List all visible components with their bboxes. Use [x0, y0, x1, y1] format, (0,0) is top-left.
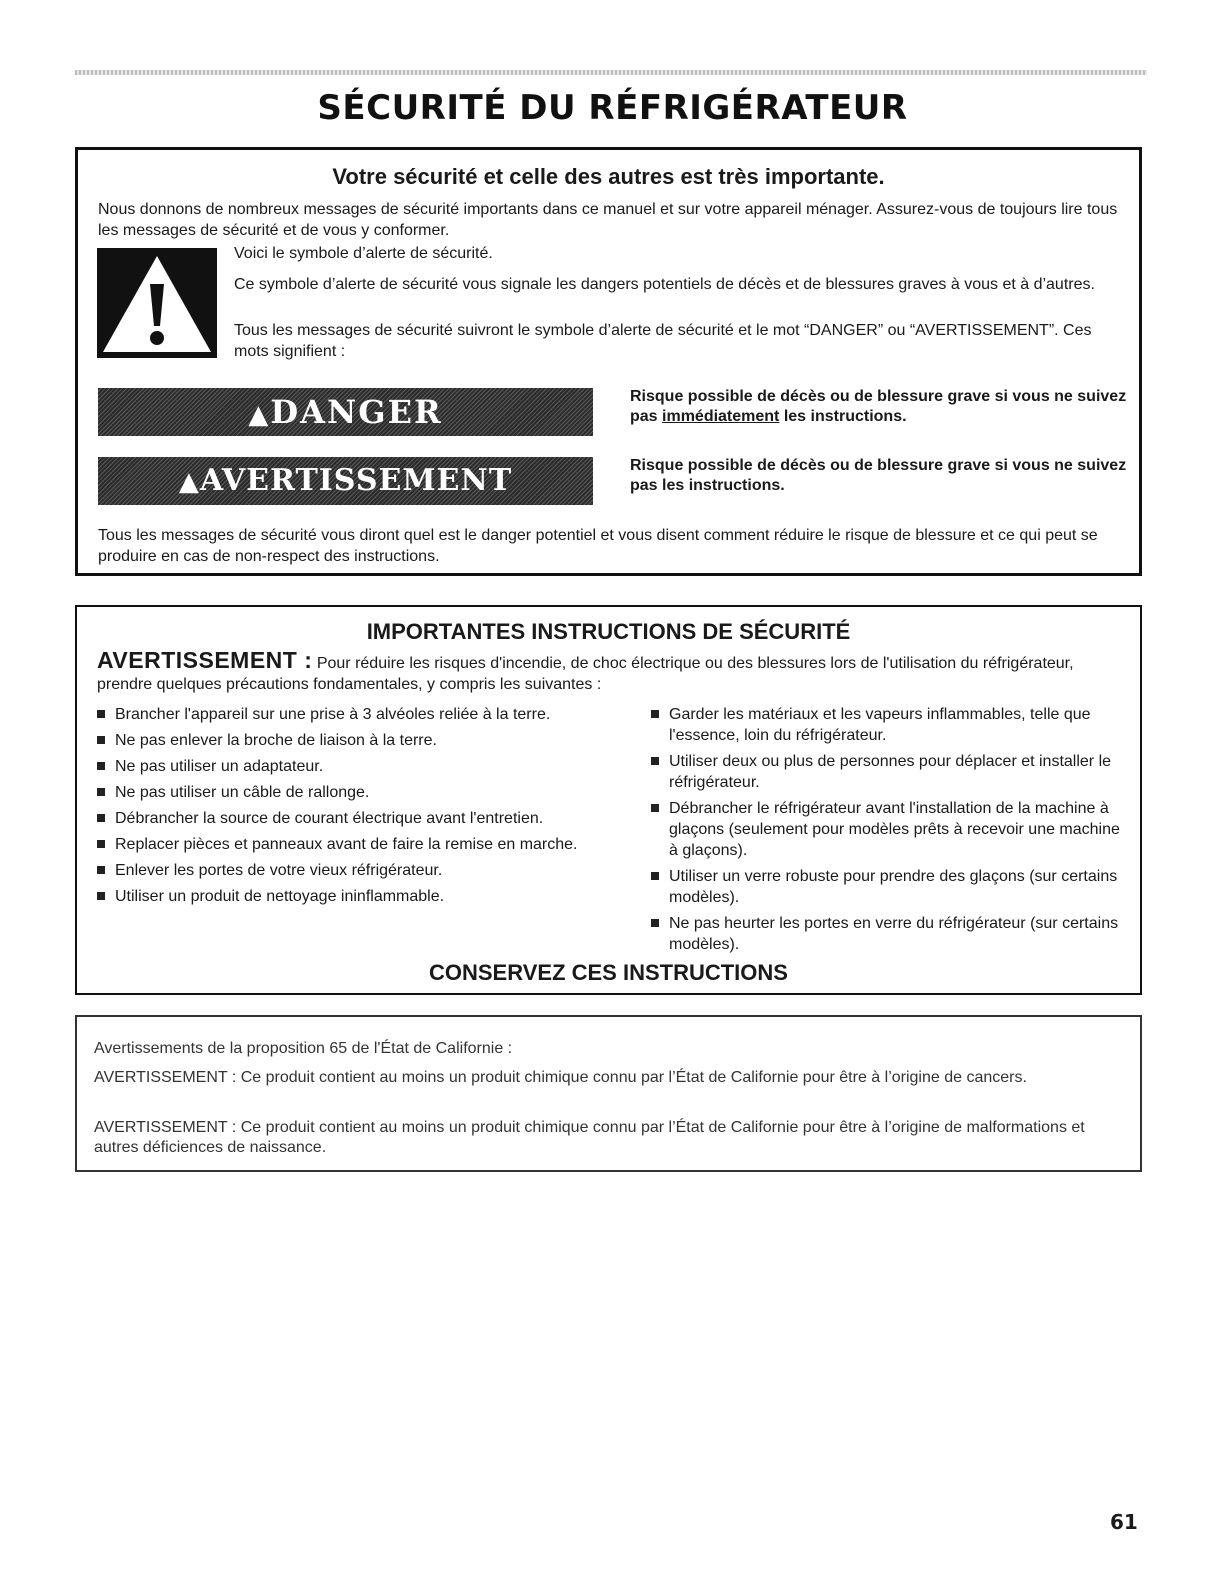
warning-triangle-icon: ▲	[248, 400, 271, 430]
bullet-icon	[651, 710, 659, 718]
danger-definition	[630, 387, 1130, 427]
safety-heading: Votre sécurité et celle des autres est très importante.	[332, 164, 885, 189]
danger-banner	[98, 388, 593, 436]
page-number: 61	[1110, 1510, 1138, 1534]
instructions-warning	[97, 647, 1127, 695]
avertissement-definition: Risque possible de décès ou de blessure grave si vous ne suivez pas les instructions.	[630, 457, 1127, 494]
list-item	[97, 782, 637, 803]
symbol-meaning: Ce symbole d’alerte de sécurité vous signale les dangers potentiels de décès et de blessures graves à vous et à d’autres.	[234, 276, 1095, 293]
list-item	[97, 886, 637, 907]
list-item-text: Utiliser un verre robuste pour prendre des glaçons (sur certains modèles).	[669, 868, 1118, 906]
keep-instructions: CONSERVEZ CES INSTRUCTIONS	[429, 960, 788, 985]
list-item-text: Garder les matériaux et les vapeurs inflammables, telle que l'essence, loin du réfrigérateur.	[669, 706, 1091, 744]
list-item-text: Replacer pièces et panneaux avant de faire la remise en marche.	[115, 836, 578, 853]
avertissement-banner	[98, 457, 593, 505]
safety-box	[75, 147, 1142, 576]
safety-outro: Tous les messages de sécurité vous diront quel est le danger potentiel et vous disent comment réduire le risque de blessure et ce qui peut se produire en cas de non-respect des instructions.	[98, 527, 1098, 565]
list-item-text: Ne pas utiliser un adaptateur.	[115, 758, 324, 775]
bullet-icon	[97, 814, 105, 822]
prop65-box	[75, 1015, 1142, 1172]
prop65-warning-cancer: AVERTISSEMENT : Ce produit contient au moins un produit chimique connu par l’État de Californie pour être à l’origine de cancers.	[94, 1069, 1027, 1086]
list-item	[97, 756, 637, 777]
danger-def-after: les instructions.	[779, 408, 907, 425]
list-item-text: Ne pas heurter les portes en verre du réfrigérateur (sur certains modèles).	[669, 915, 1119, 953]
list-item	[651, 751, 1121, 793]
bullet-icon	[97, 736, 105, 744]
instructions-box	[75, 605, 1142, 995]
instructions-heading: IMPORTANTES INSTRUCTIONS DE SÉCURITÉ	[366, 619, 851, 644]
danger-def-before: Risque possible de décès ou de blessure grave si vous ne suivez pas	[630, 388, 1127, 425]
list-item	[97, 808, 637, 829]
bullet-icon	[97, 762, 105, 770]
list-item-text: Ne pas utiliser un câble de rallonge.	[115, 784, 370, 801]
list-item	[97, 834, 637, 855]
list-item-text: Utiliser deux ou plus de personnes pour déplacer et installer le réfrigérateur.	[669, 753, 1112, 791]
bullet-icon	[97, 710, 105, 718]
list-item	[97, 860, 637, 881]
instructions-left-list	[97, 704, 637, 912]
list-item-text: Débrancher la source de courant électrique avant l'entretien.	[115, 810, 544, 827]
prop65-warning-birth: AVERTISSEMENT : Ce produit contient au moins un produit chimique connu par l’État de Californie pour être à l’origine de malformations et autres déficiences de naissance.	[94, 1119, 1085, 1156]
bullet-icon	[97, 788, 105, 796]
symbol-words: Tous les messages de sécurité suivront le symbole d’alerte de sécurité et le mot “DANGER” ou “AVERTISSEMENT”. Ces mots signifient :	[234, 322, 1092, 360]
bullet-icon	[651, 757, 659, 765]
list-item	[651, 866, 1121, 908]
warning-triangle-icon: ▲	[178, 467, 200, 497]
list-item-text: Utiliser un produit de nettoyage ininflammable.	[115, 888, 445, 905]
danger-label: DANGER	[270, 393, 443, 431]
list-item	[651, 798, 1121, 861]
list-item	[97, 730, 637, 751]
list-item-text: Brancher l'appareil sur une prise à 3 alvéoles reliée à la terre.	[115, 706, 551, 723]
bullet-icon	[651, 919, 659, 927]
list-item	[651, 704, 1121, 746]
list-item	[651, 913, 1121, 955]
bullet-icon	[651, 804, 659, 812]
symbol-text: Voici le symbole d’alerte de sécurité.	[234, 245, 493, 262]
list-item-text: Ne pas enlever la broche de liaison à la terre.	[115, 732, 437, 749]
warning-keyword: AVERTISSEMENT :	[97, 647, 313, 673]
bullet-icon	[97, 892, 105, 900]
top-rule	[75, 70, 1147, 75]
instructions-right-list	[651, 704, 1121, 960]
warning-text: Pour réduire les risques d'incendie, de choc électrique ou des blessures lors de l'utilisation du réfrigérateur, prendre quelques précautions fondamentales, y compris les suivantes :	[97, 655, 1074, 693]
safety-intro: Nous donnons de nombreux messages de sécurité importants dans ce manuel et sur votre appareil ménager. Assurez-vous de toujours lire tous les messages de sécurité et de vous y conformer.	[98, 201, 1118, 239]
danger-def-emphasis: immédiatement	[662, 408, 780, 425]
bullet-icon	[97, 840, 105, 848]
prop65-title: Avertissements de la proposition 65 de l'État de Californie :	[94, 1040, 513, 1057]
list-item	[97, 704, 637, 725]
list-item-text: Débrancher le réfrigérateur avant l'installation de la machine à glaçons (seulement pour modèles prêts à recevoir une machine à glaçons).	[669, 800, 1120, 859]
bullet-icon	[651, 872, 659, 880]
bullet-icon	[97, 866, 105, 874]
page-title: SÉCURITÉ DU RÉFRIGÉRATEUR	[317, 88, 908, 128]
warning-triangle-icon	[97, 248, 217, 358]
avertissement-label: AVERTISSEMENT	[199, 463, 513, 498]
list-item-text: Enlever les portes de votre vieux réfrigérateur.	[115, 862, 443, 879]
